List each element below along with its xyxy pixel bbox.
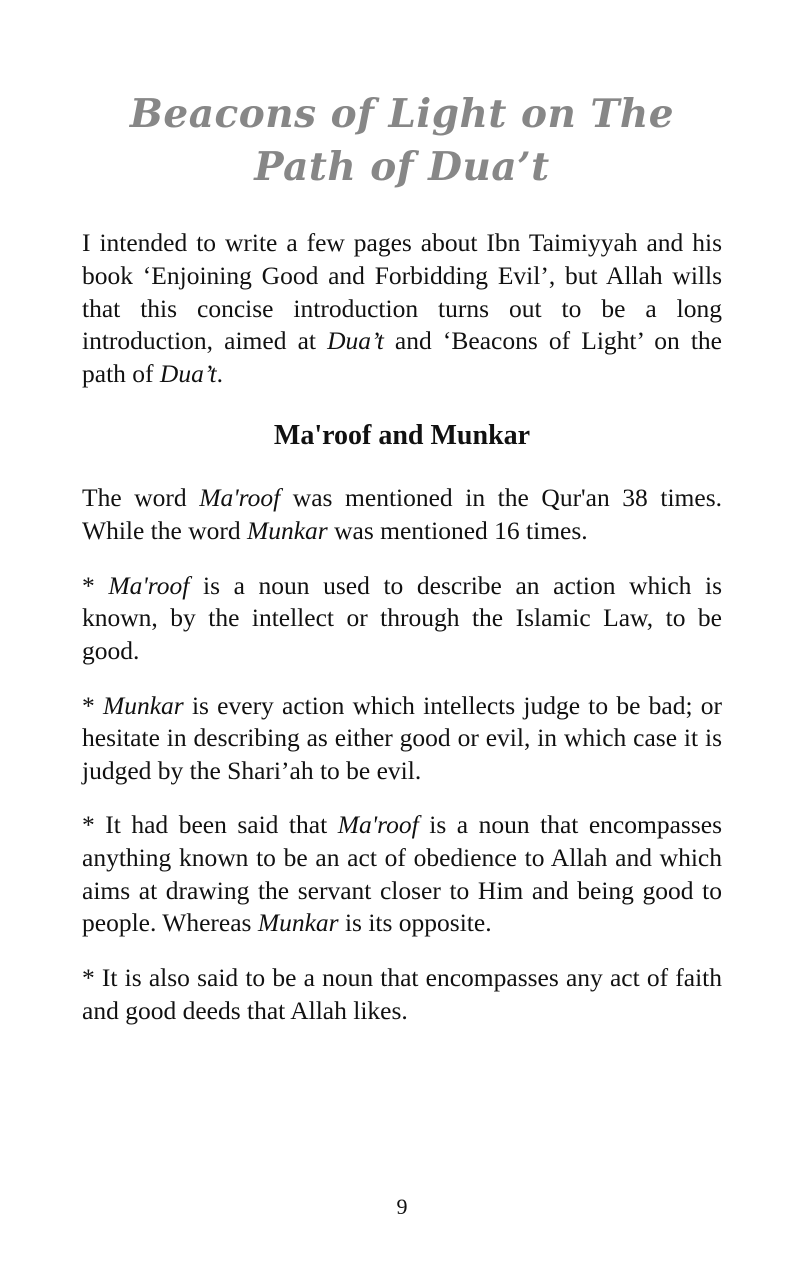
paragraph-maroof-definition: * Ma'roof is a noun used to describe an action which is known, by the intellect or through the Islamic Law, to be good. [82,570,722,665]
page-title-line-2: Path of Dua’t [254,143,550,190]
page-title-line-1: Beacons of Light on The [129,91,675,137]
section-heading: Ma'roof and Munkar [273,420,531,452]
paragraph-munkar-definition: * Munkar is every action which intellects judge to be bad; or hesitate in describing as either good or evil, in which case it is judged by the Shari’ah to be evil. [82,690,723,785]
paragraph-maroof-obedience: * It had been said that Ma'roof is a noun that encompasses anything known to be an act of obedience to Allah and which aims at drawing the servant closer to Him and being good to people. Whereas Munkar is its opposite. [82,810,722,938]
page-number: 9 [396,1194,408,1219]
paragraph-maroof-faith: * It is also said to be a noun that encompasses any act of faith and good deeds that Allah likes. [82,962,722,1025]
paragraph-maroof-count: The word Ma'roof was mentioned in the Qur'an 38 times. While the word Munkar was mentioned 16 times. [82,483,722,546]
paragraph-intro: I intended to write a few pages about Ibn Taimiyyah and his book ‘Enjoining Good and Forbidding Evil’, but Allah wills that this concise introduction turns out to be a long introduction, aimed at Dua’t and ‘Beacons of Light’ on the path of Dua’t. [82,228,723,388]
page-title [82,88,722,193]
